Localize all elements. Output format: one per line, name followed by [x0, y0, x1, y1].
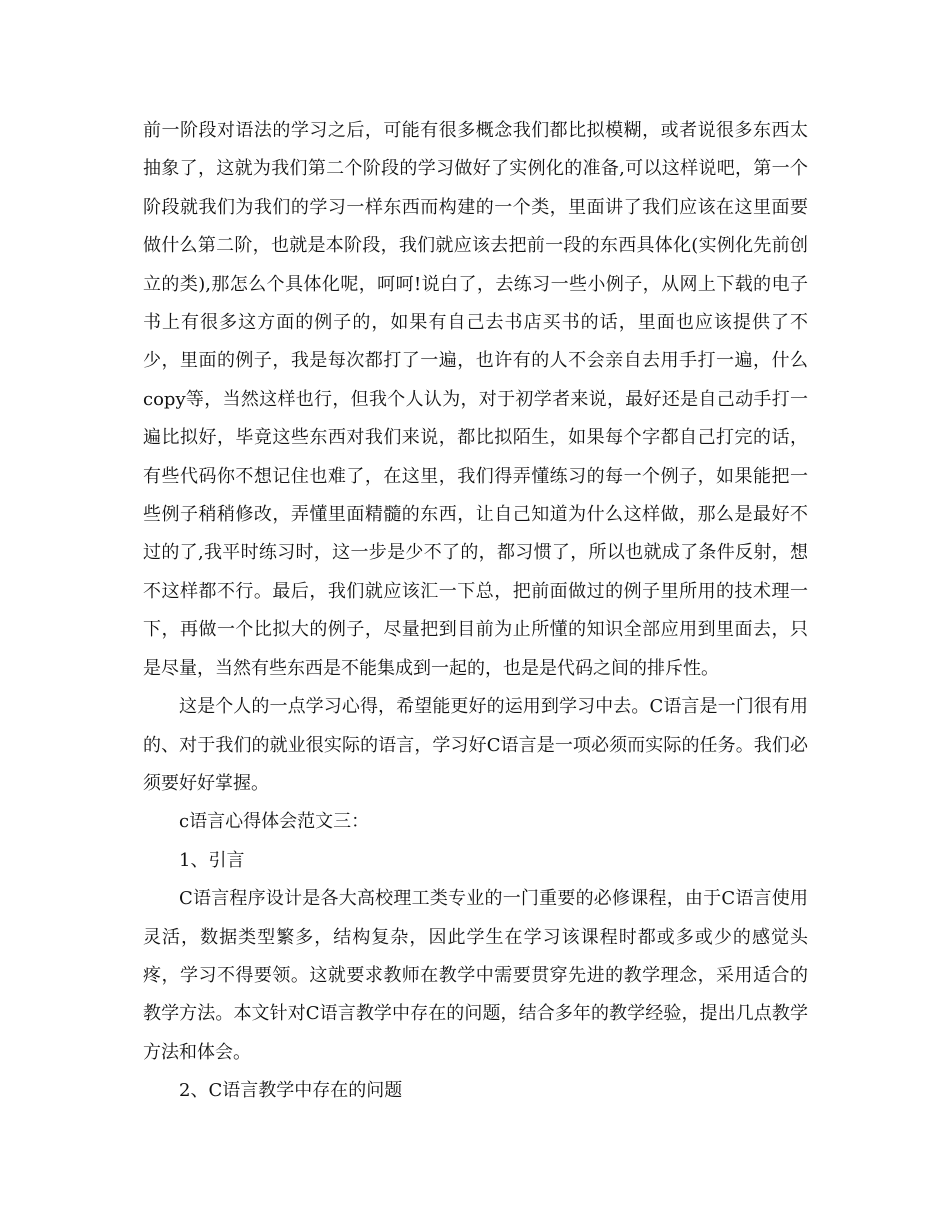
document-body: [143, 112, 808, 1111]
subsection-heading-problems: 2、C语言教学中存在的问题: [179, 1080, 403, 1102]
section-title: c语言心得体会范文三：: [179, 811, 370, 833]
subsection-heading-introduction: 1、引言: [179, 849, 245, 871]
paragraph-introduction: C语言程序设计是各大高校理工类专业的一门重要的必修课程，由于C语言使用灵活，数据类型繁多，结构复杂，因此学生在学习该课程时都或多或少的感觉头疼，学习不得要领。这就要求教师在教学中需要贯穿先进的教学理念，采用适合的教学方法。本文针对C语言教学中存在的问题，结合多年的教学经验，提出几点教学方法和体会。: [143, 888, 808, 1063]
paragraph-continuation: 前一阶段对语法的学习之后，可能有很多概念我们都比拟模糊，或者说很多东西太抽象了，这就为我们第二个阶段的学习做好了实例化的准备,可以这样说吧，第一个阶段就我们为我们的学习一样东西而构建的一个类，里面讲了我们应该在这里面要做什么第二阶，也就是本阶段，我们就应该去把前一段的东西具体化(实例化先前创立的类),那怎么个具体化呢，呵呵!说白了，去练习一些小例子，从网上下载的电子书上有很多这方面的例子的，如果有自己去书店买书的话，里面也应该提供了不少，里面的例子，我是每次都打了一遍，也许有的人不会亲自去用手打一遍，什么copy等，当然这样也行，但我个人认为，对于初学者来说，最好还是自己动手打一遍比拟好，毕竟这些东西对我们来说，都比拟陌生，如果每个字都自己打完的话，有些代码你不想记住也难了，在这里，我们得弄懂练习的每一个例子，如果能把一些例子稍稍修改，弄懂里面精髓的东西，让自己知道为什么这样做，那么是最好不过的了,我平时练习时，这一步是少不了的，都习惯了，所以也就成了条件反射，想不这样都不行。最后，我们就应该汇一下总，把前面做过的例子里所用的技术理一下，再做一个比拟大的例子，尽量把到目前为止所懂的知识全部应用到里面去，只是尽量，当然有些东西是不能集成到一起的，也是是代码之间的排斥性。: [143, 120, 808, 679]
paragraph-summary: 这是个人的一点学习心得，希望能更好的运用到学习中去。C语言是一门很有用的、对于我们的就业很实际的语言，学习好C语言是一项必须而实际的任务。我们必须要好好掌握。: [143, 696, 808, 794]
